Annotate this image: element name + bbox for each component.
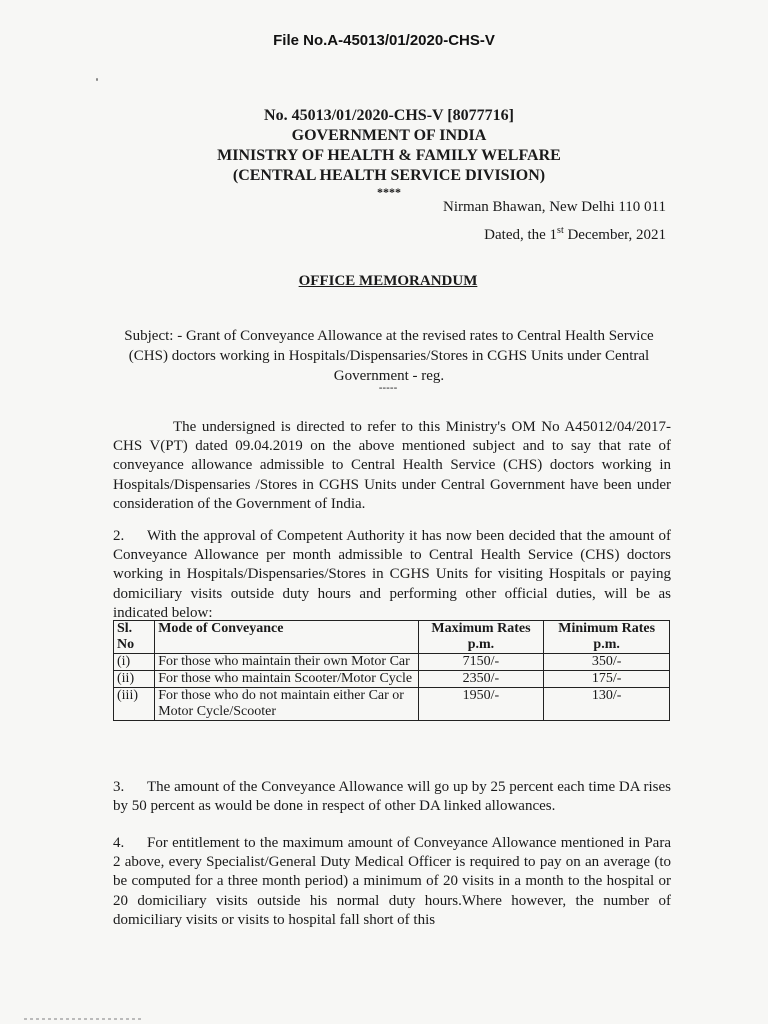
subject-line: Subject: - Grant of Conveyance Allowance at the revised rates to Central Health Service (CHS) doctors working in Hospitals/Dispensaries/Stores in CGHS Units under Central Government - reg. [124,328,654,384]
memorandum-title: OFFICE MEMORANDUM [298,273,478,289]
paragraph-1-text: The undersigned is directed to refer to this Ministry's OM No A45012/04/2017-CHS V(PT) dated 09.04.2019 on the above mentioned subject and to say that rate of conveyance allowance admissible to Central Health Service (CHS) doctors working in Hospitals/Dispensaries /Stores in CGHS Units under Central Government have been under consideration of the Government of India. [113,419,671,512]
date-suffix: December, 2021 [563,227,666,243]
row-max-rate: 1950/- [418,688,544,721]
row-min-rate: 350/- [544,654,670,671]
letterhead [0,106,768,198]
address-block [443,196,666,247]
row-sl: (ii) [114,671,155,688]
header-mode: Mode of Conveyance [155,621,418,654]
paragraph-4-number: 4. [113,835,125,851]
paragraph-1 [113,418,671,514]
row-max-rate: 7150/- [418,654,544,671]
paragraph-2-number: 2. [113,528,125,544]
conveyance-rates-table [113,620,670,721]
row-min-rate: 175/- [544,671,670,688]
scan-edge-mark [24,1018,144,1020]
row-max-rate: 2350/- [418,671,544,688]
paragraph-3 [113,778,671,816]
header-min-rate: Minimum Rates p.m. [544,621,670,654]
row-min-rate: 130/- [544,688,670,721]
scan-speck [96,78,98,81]
row-mode: For those who do not maintain either Car or Motor Cycle/Scooter [155,688,418,721]
header-max-rate: Maximum Rates p.m. [418,621,544,654]
paragraph-2 [113,527,671,623]
table-row [114,654,670,671]
paragraph-2-text: With the approval of Competent Authority it has now been decided that the amount of Conveyance Allowance per month admissible to Central Health Service (CHS) doctors working in Hospitals/Dispensaries/Stores in CGHS Units for visiting Hospitals or paying domiciliary visits outside duty hours and performing other official duties, will be as indicated below: [113,528,671,621]
date-prefix: Dated, the 1 [484,227,558,243]
paragraph-3-number: 3. [113,779,125,795]
table-header-row [114,621,670,654]
row-sl: (iii) [114,688,155,721]
ministry-heading: MINISTRY OF HEALTH & FAMILY WELFARE [217,147,561,164]
header-sl-no: Sl. No [114,621,155,654]
subject-separator: ----- [378,381,398,394]
table-row [114,688,670,721]
file-number: File No.A-45013/01/2020-CHS-V [273,32,495,49]
paragraph-3-text: The amount of the Conveyance Allowance will go up by 25 percent each time DA rises by 50 percent as would be done in respect of other DA linked allowances. [113,779,671,815]
government-heading: GOVERNMENT OF INDIA [291,127,487,144]
date-ordinal: st [557,225,564,236]
row-mode: For those who maintain their own Motor Car [155,654,418,671]
date-line [443,219,666,247]
reference-number: No. 45013/01/2020-CHS-V [8077716] [264,107,514,124]
division-heading: (CENTRAL HEALTH SERVICE DIVISION) [232,167,546,184]
paragraph-4-text: For entitlement to the maximum amount of Conveyance Allowance mentioned in Para 2 above, every Specialist/General Duty Medical Officer is required to pay on an average (to be computed for a three month period) a minimum of 20 visits in a month to the hospital or 20 domiciliary visits outside his normal duty hours.Where however, the number of domiciliary visits or visits to hospital fall short of this [113,835,671,928]
office-address: Nirman Bhawan, New Delhi 110 011 [442,199,666,215]
paragraph-4 [113,834,671,930]
separator-stars: **** [377,185,401,199]
row-sl: (i) [114,654,155,671]
row-mode: For those who maintain Scooter/Motor Cycle [155,671,418,688]
table-row [114,671,670,688]
